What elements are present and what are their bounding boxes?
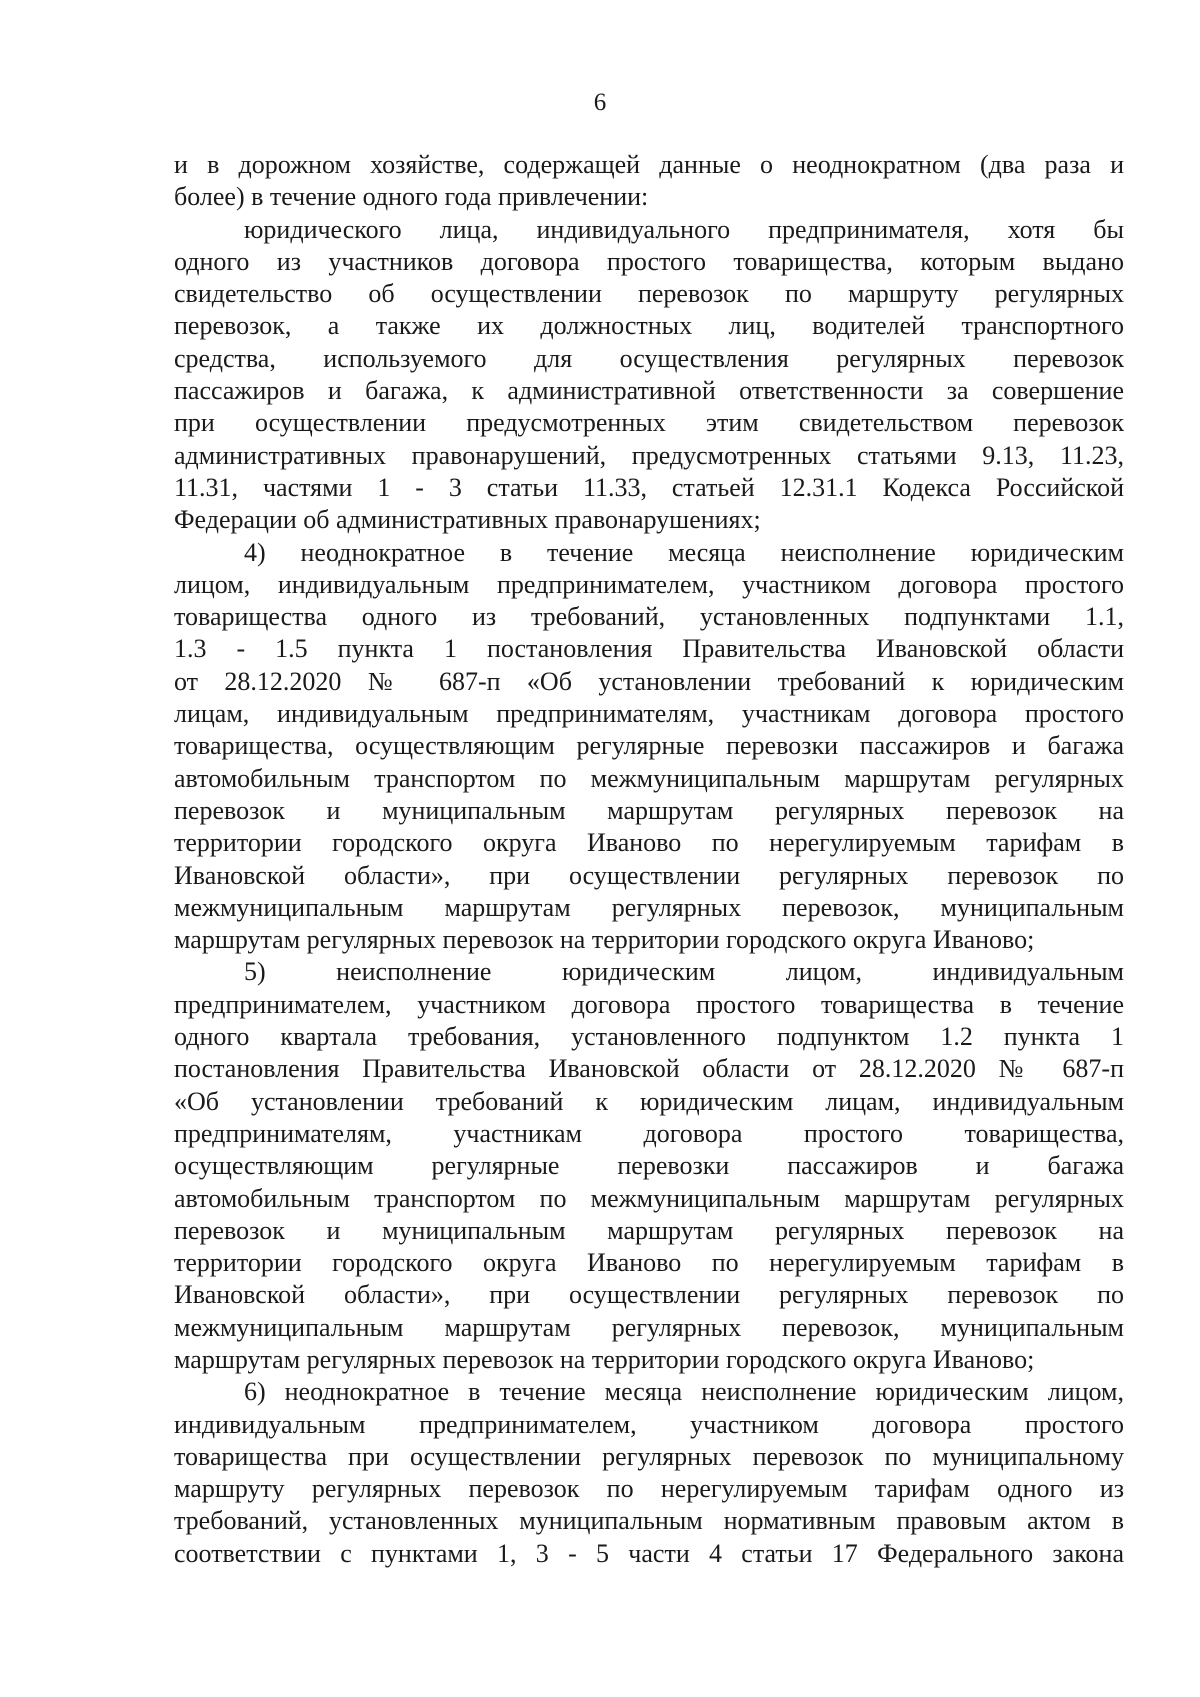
text-line: предпринимателем, участником договора простого товарищества в течение bbox=[174, 989, 1124, 1019]
text-line: Ивановской области», при осуществлении регулярных перевозок по bbox=[174, 1280, 1124, 1310]
text-line: перевозок, а также их должностных лиц, водителей транспортного bbox=[174, 311, 1124, 341]
text-line: свидетельство об осуществлении перевозок по маршруту регулярных bbox=[174, 279, 1124, 309]
text-line: пассажиров и багажа, к административной ответственности за совершение bbox=[174, 376, 1124, 406]
text-line: 5) неисполнение юридическим лицом, индивидуальным bbox=[244, 957, 1124, 987]
text-line: «Об установлении требований к юридическим лицам, индивидуальным bbox=[174, 1086, 1124, 1116]
text-line: лицам, индивидуальным предпринимателям, участникам договора простого bbox=[174, 699, 1124, 729]
text-line: Федерации об административных правонарушениях; bbox=[174, 505, 761, 535]
text-line: территории городского округа Иваново по нерегулируемым тарифам в bbox=[174, 828, 1124, 858]
text-line: осуществляющим регулярные перевозки пассажиров и багажа bbox=[174, 1151, 1124, 1181]
text-line: одного квартала требования, установленного подпунктом 1.2 пункта 1 bbox=[174, 1022, 1124, 1052]
text-line: маршрутам регулярных перевозок на территории городского округа Иваново; bbox=[174, 1344, 1035, 1374]
text-line: при осуществлении предусмотренных этим свидетельством перевозок bbox=[174, 408, 1124, 438]
text-line: перевозок и муниципальным маршрутам регулярных перевозок на bbox=[174, 795, 1124, 825]
text-line: товарищества одного из требований, установленных подпунктами 1.1, bbox=[174, 602, 1124, 632]
text-line: от 28.12.2020 № 687-п «Об установлении требований к юридическим bbox=[174, 666, 1124, 696]
text-line: перевозок и муниципальным маршрутам регулярных перевозок на bbox=[174, 1215, 1124, 1245]
text-line: автомобильным транспортом по межмуниципальным маршрутам регулярных bbox=[174, 1183, 1124, 1213]
text-line: индивидуальным предпринимателем, участником договора простого bbox=[174, 1409, 1124, 1439]
text-line: маршруту регулярных перевозок по нерегулируемым тарифам одного из bbox=[174, 1474, 1124, 1504]
page-number: 6 bbox=[593, 89, 607, 116]
text-line: предпринимателям, участникам договора простого товарищества, bbox=[174, 1118, 1124, 1148]
text-line: средства, используемого для осуществления регулярных перевозок bbox=[174, 343, 1124, 373]
text-line: юридического лица, индивидуального предпринимателя, хотя бы bbox=[244, 214, 1124, 244]
text-line: территории городского округа Иваново по нерегулируемым тарифам в bbox=[174, 1248, 1124, 1278]
text-line: Ивановской области», при осуществлении регулярных перевозок по bbox=[174, 860, 1124, 890]
text-line: более) в течение одного года привлечении: bbox=[174, 182, 649, 212]
text-line: одного из участников договора простого товарищества, которым выдано bbox=[174, 246, 1124, 276]
text-line: административных правонарушений, предусмотренных статьями 9.13, 11.23, bbox=[174, 440, 1124, 470]
text-line: товарищества при осуществлении регулярных перевозок по муниципальному bbox=[174, 1441, 1124, 1471]
text-line: и в дорожном хозяйстве, содержащей данные о неоднократном (два раза и bbox=[174, 150, 1124, 179]
text-line: маршрутам регулярных перевозок на территории городского округа Иваново; bbox=[174, 925, 1035, 955]
text-line: 11.31, частями 1 - 3 статьи 11.33, статьей 12.31.1 Кодекса Российской bbox=[174, 472, 1124, 502]
text-line: межмуниципальным маршрутам регулярных перевозок, муниципальным bbox=[174, 1312, 1124, 1342]
text-line: 6) неоднократное в течение месяца неисполнение юридическим лицом, bbox=[244, 1377, 1124, 1407]
text-line: 4) неоднократное в течение месяца неисполнение юридическим bbox=[244, 537, 1124, 567]
text-line: межмуниципальным маршрутам регулярных перевозок, муниципальным bbox=[174, 892, 1124, 922]
text-line: автомобильным транспортом по межмуниципальным маршрутам регулярных bbox=[174, 763, 1124, 793]
text-line: требований, установленных муниципальным нормативным правовым актом в bbox=[174, 1506, 1124, 1536]
document-body bbox=[174, 149, 1124, 1570]
text-line: товарищества, осуществляющим регулярные перевозки пассажиров и багажа bbox=[174, 731, 1124, 761]
text-line: соответствии с пунктами 1, 3 - 5 части 4 статьи 17 Федерального закона bbox=[174, 1538, 1124, 1568]
text-line: 1.3 - 1.5 пункта 1 постановления Правительства Ивановской области bbox=[174, 634, 1124, 664]
text-line: постановления Правительства Ивановской области от 28.12.2020 № 687-п bbox=[174, 1054, 1124, 1084]
text-line: лицом, индивидуальным предпринимателем, участником договора простого bbox=[174, 569, 1124, 599]
